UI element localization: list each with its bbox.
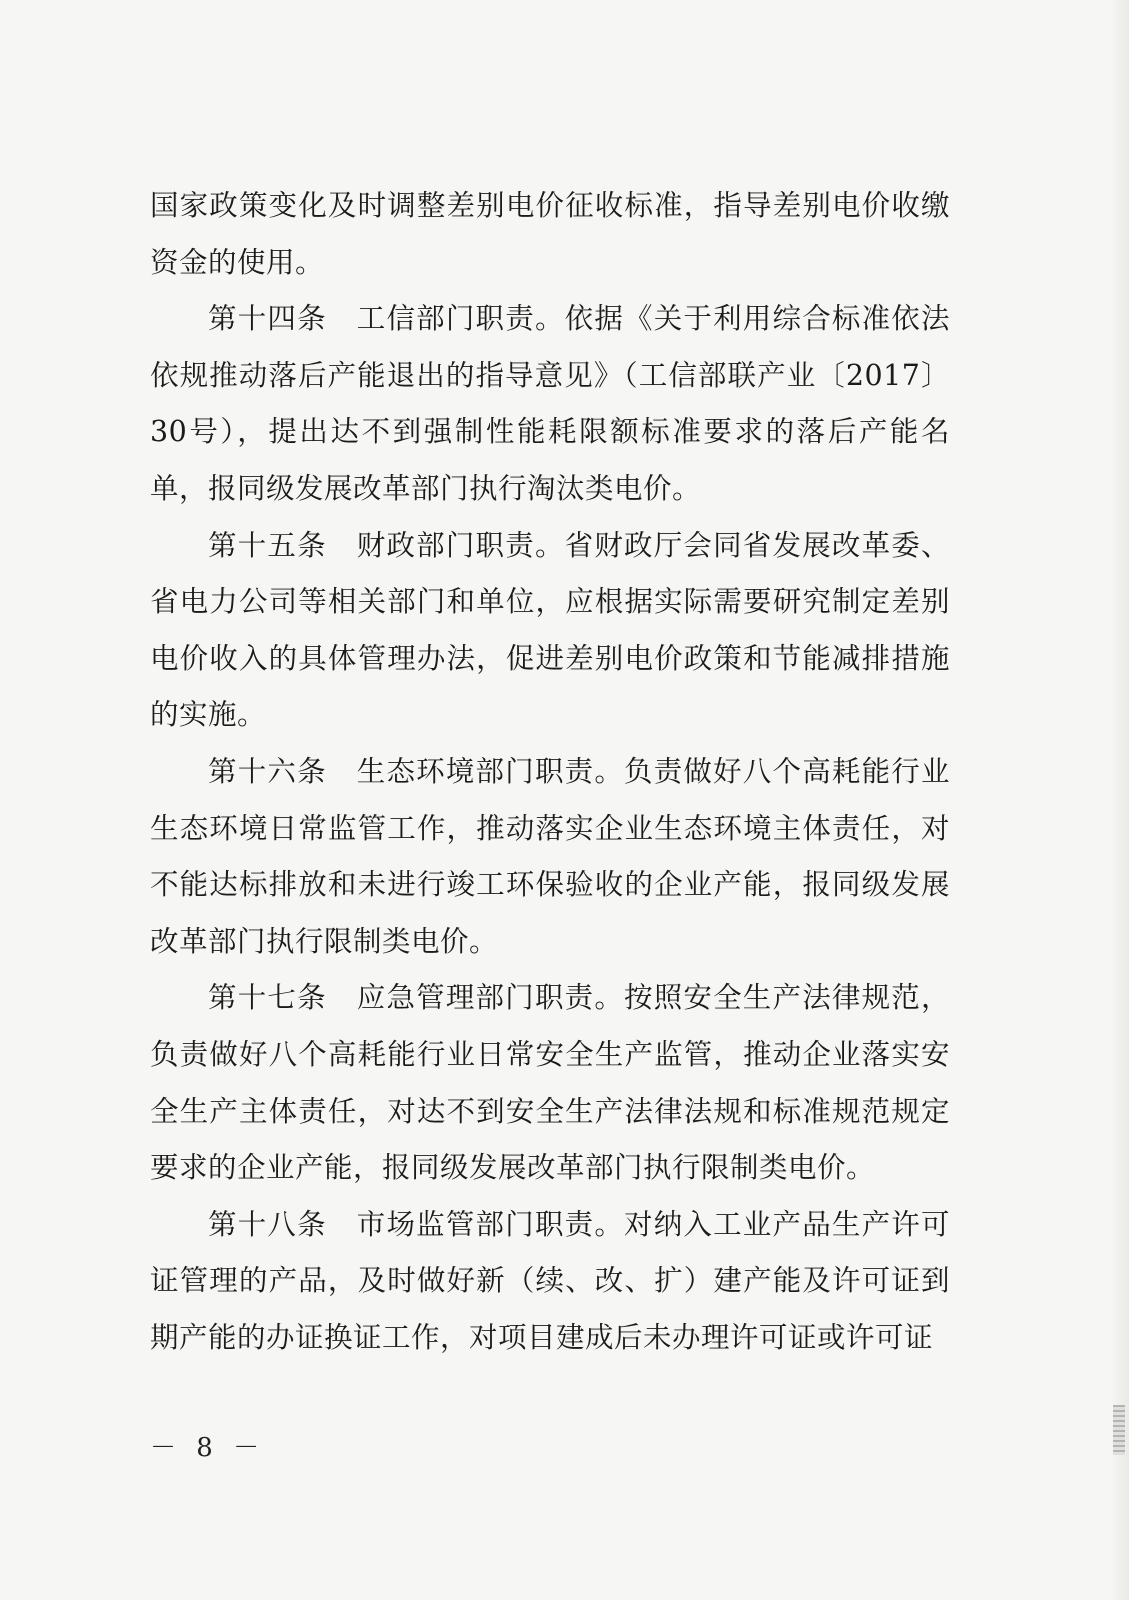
article-17	[150, 970, 950, 1196]
article-number: 第十四条	[208, 302, 327, 336]
page-number: － 8 －	[150, 1433, 266, 1463]
scan-edge-mark	[1113, 1405, 1125, 1455]
document-body	[150, 178, 950, 1366]
article-number: 第十七条	[208, 981, 327, 1015]
continuation-paragraph: 国家政策变化及时调整差别电价征收标准，指导差别电价收缴资金的使用。	[150, 189, 950, 279]
article-number: 第十五条	[208, 528, 327, 562]
article-15	[150, 518, 950, 744]
article-text: 生态环境部门职责。负责做好八个高耗能行业生态环境日常监管工作，推动落实企业生态环境主体责任，对不能达标排放和未进行竣工环保验收的企业产能，报同级发展改革部门执行限制类电价。	[150, 754, 950, 958]
scan-edge-shadow	[1111, 0, 1129, 1600]
article-18	[150, 1197, 950, 1367]
article-text: 财政部门职责。省财政厅会同省发展改革委、省电力公司等相关部门和单位，应根据实际需要研究制定差别电价收入的具体管理办法，促进差别电价政策和节能减排措施的实施。	[150, 528, 950, 732]
article-text: 工信部门职责。依据《关于利用综合标准依法依规推动落后产能退出的指导意见》（工信部联产业〔2017〕30号），提出达不到强制性能耗限额标准要求的落后产能名单，报同级发展改革部门执行淘汰类电价。	[150, 302, 950, 505]
article-number: 第十六条	[208, 754, 327, 788]
article-number: 第十八条	[208, 1207, 327, 1241]
article-text: 市场监管部门职责。对纳入工业产品生产许可证管理的产品，及时做好新（续、改、扩）建产能及许可证到期产能的办证换证工作，对项目建成后未办理许可证或许可证	[150, 1207, 950, 1354]
article-16	[150, 744, 950, 970]
article-14	[150, 291, 950, 517]
article-text: 应急管理部门职责。按照安全生产法律规范，负责做好八个高耗能行业日常安全生产监管，推动企业落实安全生产主体责任，对达不到安全生产法律法规和标准规范规定要求的企业产能，报同级发展改革部门执行限制类电价。	[150, 981, 950, 1185]
